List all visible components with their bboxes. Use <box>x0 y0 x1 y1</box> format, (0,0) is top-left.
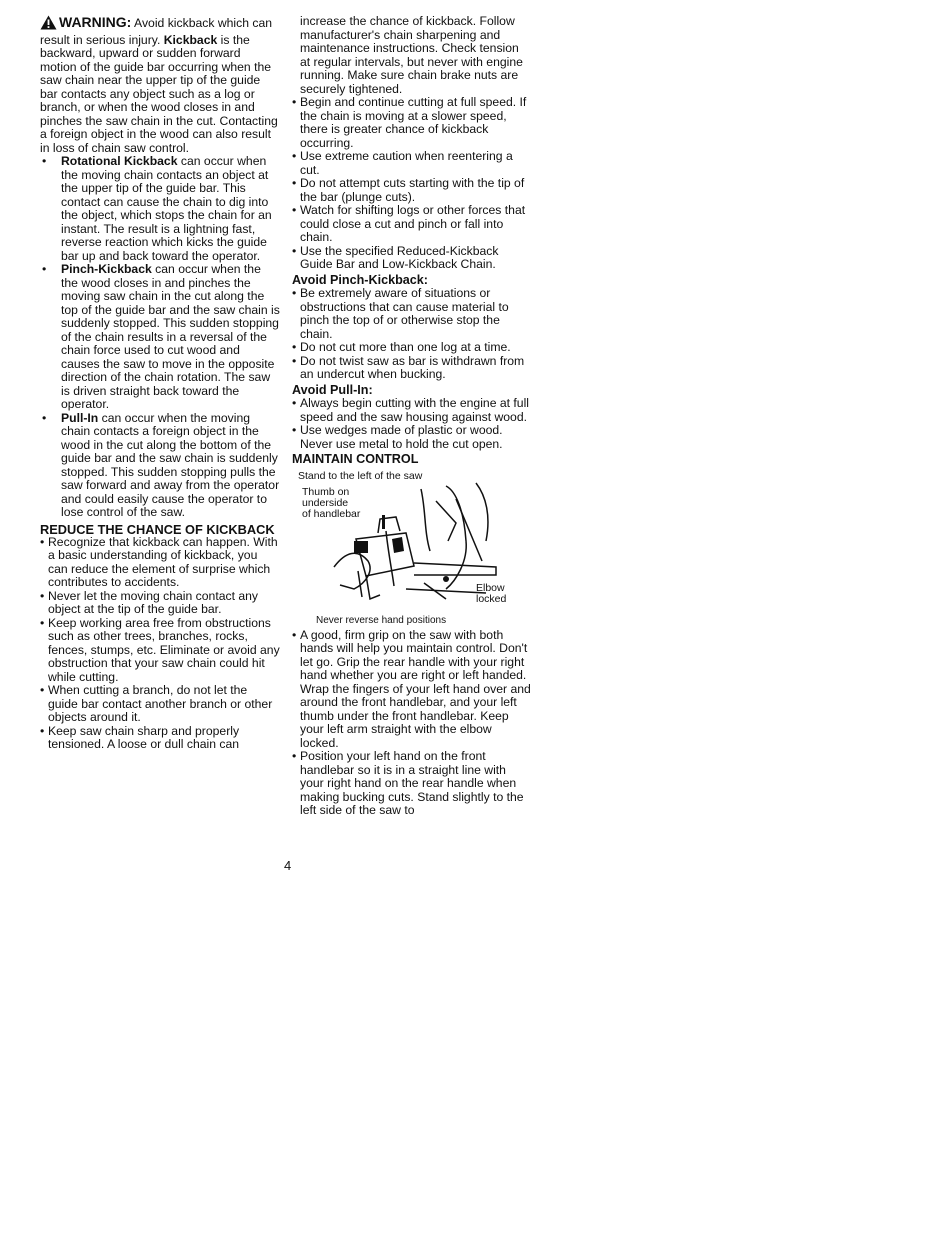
list-item: • Always begin cutting with the engine at full speed and the saw housing against wood. <box>292 397 532 424</box>
list-item: • Use wedges made of plastic or wood. Never use metal to hold the cut open. <box>292 424 532 451</box>
type-term: Pinch-Kickback <box>61 262 152 276</box>
list-item: • Do not attempt cuts starting with the tip of the bar (plunge cuts). <box>292 177 532 204</box>
elbow-callout <box>476 583 506 605</box>
elbow-label-line: locked <box>476 592 507 605</box>
pullin-list <box>292 397 532 451</box>
list-item <box>40 412 280 520</box>
warning-paragraph <box>40 15 280 155</box>
list-item: • Use the specified Reduced-Kickback Guide Bar and Low-Kickback Chain. <box>292 245 532 272</box>
left-column <box>40 15 280 752</box>
list-item: • Keep working area free from obstructions such as other trees, branches, rocks, fences, stumps, etc. Eliminate or avoid any obstruction that your saw chain could hit while cutting. <box>40 617 280 685</box>
list-item: • When cutting a branch, do not let the guide bar contact another branch or other objects around it. <box>40 684 280 725</box>
pullin-heading: Avoid Pull-In: <box>292 382 373 397</box>
type-text: can occur when the moving chain contacts a foreign object in the wood in the cut along the bottom of the guide bar and the saw chain is suddenly stopped. This sudden stopping pulls the saw forward and away from the operator and could easily cause the operator to lose control of the saw. <box>61 410 280 519</box>
reduce-list <box>40 536 280 752</box>
continued-paragraph: increase the chance of kickback. Follow manufacturer's chain sharpening and maintenance instructions. Check tension at regular intervals, but never with engine running. Make sure chain brake nuts are securely tightened. <box>300 14 523 96</box>
list-item: • Do not cut more than one log at a time. <box>292 341 532 355</box>
pinch-heading: Avoid Pinch-Kickback: <box>292 272 428 287</box>
warning-intro: Avoid kickback which can result in serious injury. <box>40 16 273 47</box>
type-text: can occur when the the wood closes in and pinches the moving saw chain in the cut along the top of the guide bar and the saw chain is suddenly stopped. This sudden stopping of the chain results in a reversal of the chain force used to cut wood and causes the saw to move in the opposite direction of the chain rotation. The saw is driven straight back toward the operator. <box>61 262 280 411</box>
type-term: Pull-In <box>61 410 99 425</box>
list-item: • Keep saw chain sharp and properly tensioned. A loose or dull chain can <box>40 725 280 752</box>
hand-position-figure <box>296 471 526 627</box>
thumb-callout <box>302 487 360 520</box>
figure-top-label: Stand to the left of the saw <box>298 469 423 482</box>
thumb-label-line: Thumb on <box>302 485 350 498</box>
list-item: • Position your left hand on the front handlebar so it is in a straight line with your right hand on the rear handle when making bucking cuts. Stand slightly to the left side of the saw to <box>292 750 532 818</box>
list-item: • Do not twist saw as bar is withdrawn from an undercut when bucking. <box>292 355 532 382</box>
list-item <box>40 155 280 263</box>
list-item: • Recognize that kickback can happen. With a basic understanding of kickback, you can reduce the element of surprise which contributes to accidents. <box>40 536 280 590</box>
kickback-definition: is the backward, upward or sudden forward motion of the guide bar occurring when the saw chain near the upper tip of the guide bar contacts any object such as a log or branch, or when the wood closes in and pinches the saw chain in the cut. Contacting a foreign object in the wood can also result in loss of chain saw control. <box>40 32 278 155</box>
kickback-tips-list <box>292 96 532 272</box>
page-number: 4 <box>284 858 292 873</box>
list-item: • A good, firm grip on the saw with both hands will help you maintain control. Don't let go. Grip the rear handle with your right hand whether you are right or left handed. Wrap the fingers of your left hand over and around the front handlebar, and your left thumb under the front handlebar. Keep your left arm straight with the elbow locked. <box>292 629 532 751</box>
reduce-heading: REDUCE THE CHANCE OF KICKBACK <box>40 521 275 537</box>
type-text: can occur when the moving chain contacts an object at the upper tip of the guide bar. This contact can cause the chain to dig into the object, which stops the chain for an instant. The result is a lightning fast, reverse reaction which kicks the guide bar up and back toward the operator. <box>61 154 272 263</box>
type-term: Rotational Kickback <box>61 154 178 168</box>
list-item <box>40 263 280 412</box>
kickback-term: Kickback <box>163 32 218 47</box>
list-item: • Never let the moving chain contact any object at the tip of the guide bar. <box>40 590 280 617</box>
pinch-list <box>292 287 532 382</box>
right-column <box>292 15 532 818</box>
kickback-types-list <box>40 155 280 520</box>
warning-triangle-icon <box>40 15 57 34</box>
elbow-label-line: Elbow <box>476 581 505 594</box>
list-item: • Watch for shifting logs or other forces that could close a cut and pinch or fall into chain. <box>292 204 532 245</box>
figure-caption: Never reverse hand positions <box>316 614 447 626</box>
list-item: • Use extreme caution when reentering a cut. <box>292 150 532 177</box>
control-list <box>292 629 532 818</box>
thumb-label-line: underside <box>302 496 349 509</box>
list-item: • Be extremely aware of situations or obstructions that can cause material to pinch the top of or otherwise stop the chain. <box>292 287 532 341</box>
thumb-label-line: of handlebar <box>302 507 361 520</box>
list-item: • Begin and continue cutting at full speed. If the chain is moving at a slower speed, there is greater chance of kickback occurring. <box>292 96 532 150</box>
warning-label: WARNING: <box>59 14 132 30</box>
maintain-heading: MAINTAIN CONTROL <box>292 452 419 466</box>
